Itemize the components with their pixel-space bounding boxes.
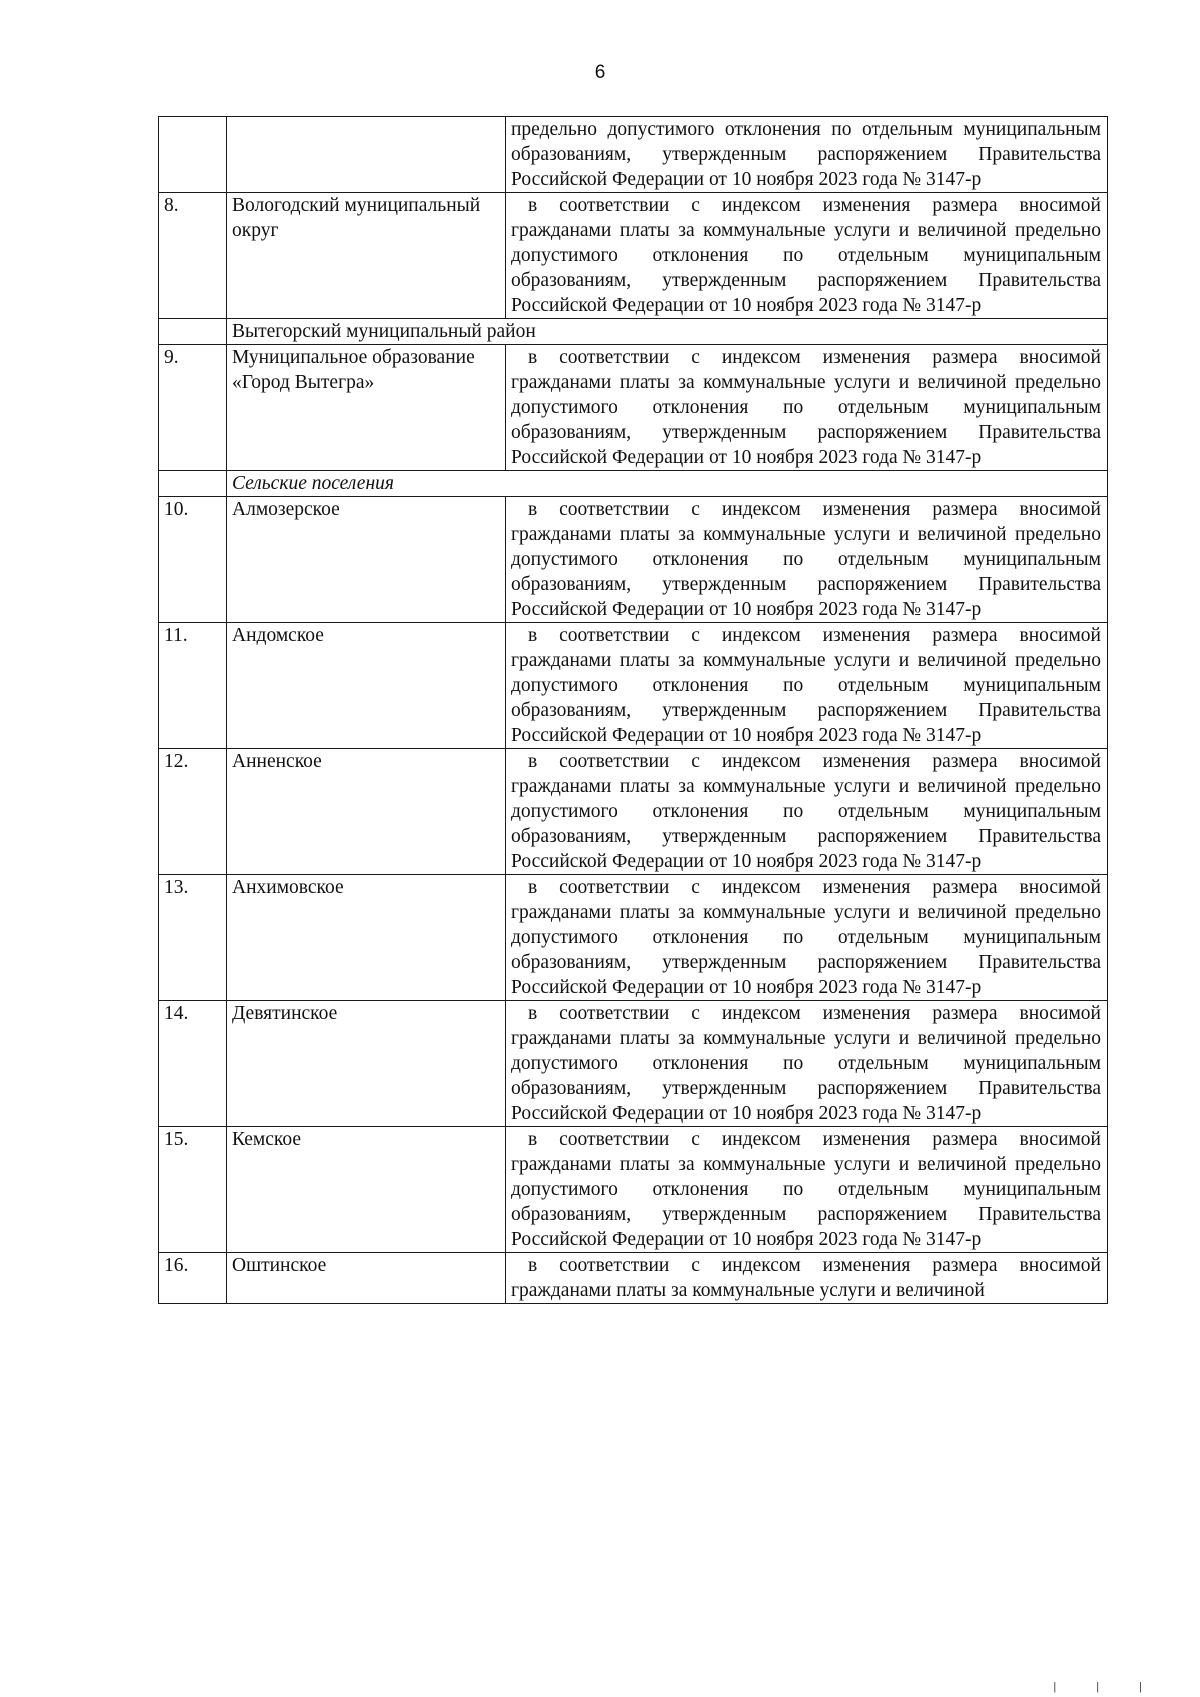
row-description	[506, 1253, 1108, 1304]
table-row-continued	[159, 117, 1108, 193]
row-number-cell	[159, 319, 227, 345]
row-description	[506, 1001, 1108, 1127]
row-description	[506, 1127, 1108, 1253]
table-body	[159, 117, 1108, 1304]
description-text: в соответствии с индексом изменения размера вносимой гражданами платы за коммунальные услуги и величиной предельно допустимого отклонения по отдельным муниципальным образованиям, утвержденным распоряжением Правительства Российской Федерации от 10 ноября 2023 года № 3147-р	[511, 1129, 1101, 1250]
municipality-name: Оштинское	[227, 1253, 506, 1304]
row-description	[506, 193, 1108, 319]
page-number: 6	[594, 62, 606, 83]
row-number: 8.	[159, 193, 227, 319]
row-number: 12.	[159, 749, 227, 875]
row-name-cell	[227, 117, 506, 193]
municipality-name: Анненское	[227, 749, 506, 875]
row-number: 16.	[159, 1253, 227, 1304]
row-description	[506, 497, 1108, 623]
description-text: в соответствии с индексом изменения размера вносимой гражданами платы за коммунальные услуги и величиной предельно допустимого отклонения по отдельным муниципальным образованиям, утвержденным распоряжением Правительства Российской Федерации от 10 ноября 2023 года № 3147-р	[511, 877, 1101, 998]
row-number-cell	[159, 471, 227, 497]
description-text: в соответствии с индексом изменения размера вносимой гражданами платы за коммунальные услуги и величиной предельно допустимого отклонения по отдельным муниципальным образованиям, утвержденным распоряжением Правительства Российской Федерации от 10 ноября 2023 года № 3147-р	[511, 347, 1101, 468]
row-description	[506, 875, 1108, 1001]
description-text: в соответствии с индексом изменения размера вносимой гражданами платы за коммунальные услуги и величиной предельно допустимого отклонения по отдельным муниципальным образованиям, утвержденным распоряжением Правительства Российской Федерации от 10 ноября 2023 года № 3147-р	[511, 195, 1101, 316]
table-section-row	[159, 319, 1108, 345]
table-row	[159, 497, 1108, 623]
municipality-name: Анхимовское	[227, 875, 506, 1001]
municipality-name: Вологодский муниципальный округ	[227, 193, 506, 319]
municipality-name: Андомское	[227, 623, 506, 749]
row-number: 11.	[159, 623, 227, 749]
row-number: 14.	[159, 1001, 227, 1127]
table-row	[159, 1253, 1108, 1304]
table-row	[159, 623, 1108, 749]
data-table	[158, 116, 1108, 1304]
table-section-row	[159, 471, 1108, 497]
row-description	[506, 345, 1108, 471]
table-row	[159, 749, 1108, 875]
row-number: 13.	[159, 875, 227, 1001]
row-number-cell	[159, 117, 227, 193]
row-number: 9.	[159, 345, 227, 471]
table-row	[159, 193, 1108, 319]
description-text: в соответствии с индексом изменения размера вносимой гражданами платы за коммунальные услуги и величиной	[511, 1255, 1101, 1301]
description-text: в соответствии с индексом изменения размера вносимой гражданами платы за коммунальные услуги и величиной предельно допустимого отклонения по отдельным муниципальным образованиям, утвержденным распоряжением Правительства Российской Федерации от 10 ноября 2023 года № 3147-р	[511, 1003, 1101, 1124]
row-description-cell: предельно допустимого отклонения по отдельным муниципальным образованиям, утвержденным распоряжением Правительства Российской Федерации от 10 ноября 2023 года № 3147-р	[506, 117, 1108, 193]
municipality-name: Алмозерское	[227, 497, 506, 623]
description-text: в соответствии с индексом изменения размера вносимой гражданами платы за коммунальные услуги и величиной предельно допустимого отклонения по отдельным муниципальным образованиям, утвержденным распоряжением Правительства Российской Федерации от 10 ноября 2023 года № 3147-р	[511, 499, 1101, 620]
municipality-name: Муниципальное образование «Город Вытегра»	[227, 345, 506, 471]
description-text: в соответствии с индексом изменения размера вносимой гражданами платы за коммунальные услуги и величиной предельно допустимого отклонения по отдельным муниципальным образованиям, утвержденным распоряжением Правительства Российской Федерации от 10 ноября 2023 года № 3147-р	[511, 751, 1101, 872]
municipality-name: Кемское	[227, 1127, 506, 1253]
municipality-name: Девятинское	[227, 1001, 506, 1127]
row-number: 15.	[159, 1127, 227, 1253]
table-row	[159, 875, 1108, 1001]
section-heading: Сельские поселения	[227, 471, 1108, 497]
row-description	[506, 749, 1108, 875]
scan-edge-marks: |||	[1053, 1681, 1182, 1693]
description-text: в соответствии с индексом изменения размера вносимой гражданами платы за коммунальные услуги и величиной предельно допустимого отклонения по отдельным муниципальным образованиям, утвержденным распоряжением Правительства Российской Федерации от 10 ноября 2023 года № 3147-р	[511, 625, 1101, 746]
table-row	[159, 345, 1108, 471]
row-description	[506, 623, 1108, 749]
section-heading: Вытегорский муниципальный район	[227, 319, 1108, 345]
row-number: 10.	[159, 497, 227, 623]
table-row	[159, 1001, 1108, 1127]
table-row	[159, 1127, 1108, 1253]
